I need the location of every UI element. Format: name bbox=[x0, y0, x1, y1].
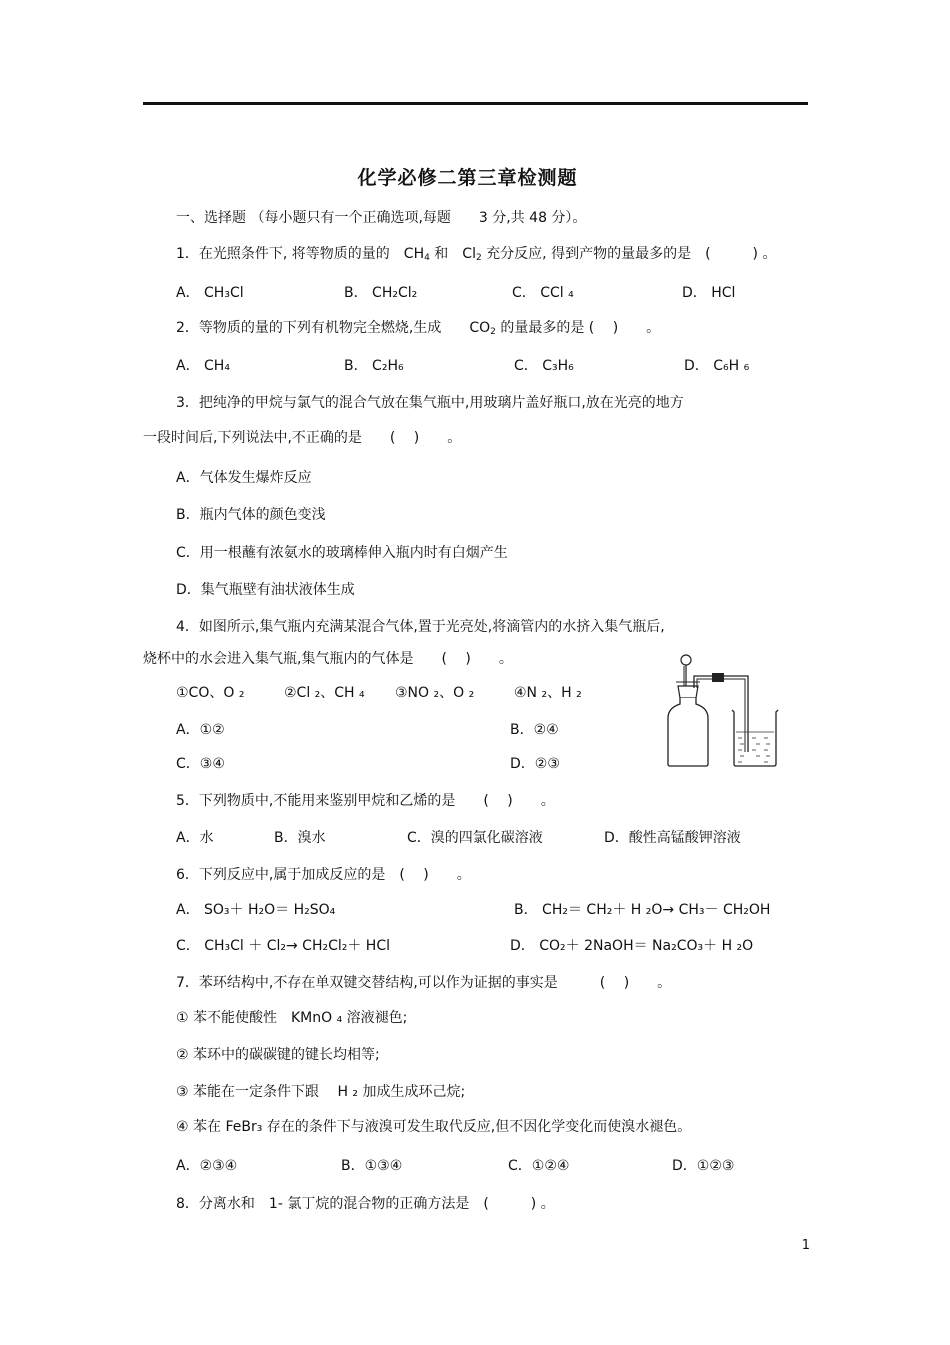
question-7-stem: 7．苯环结构中,不存在单双键交替结构,可以作为证据的事实是 ( ) 。 bbox=[176, 975, 672, 991]
question-3-stem-line2: 一段时间后,下列说法中,不正确的是 ( ) 。 bbox=[143, 430, 462, 446]
q4-option-a: A．①② bbox=[176, 722, 225, 738]
q1-option-b: B． CH₂Cl₂ bbox=[344, 285, 418, 301]
q2-option-d: D． C₆H ₆ bbox=[684, 358, 750, 374]
q2-option-a: A． CH₄ bbox=[176, 358, 230, 374]
question-1-stem: 1．在光照条件下, 将等物质的量的 $CH_4$ 和 $Cl_2$ 充分反应, 得到产物的量最多的是 ( ) 。 bbox=[176, 246, 777, 263]
q1-option-d: D． HCl bbox=[682, 285, 736, 301]
q7-statement-2: ② 苯环中的碳碳键的键长均相等; bbox=[176, 1047, 380, 1063]
q4-item-2: ②Cl ₂、CH ₄ bbox=[284, 685, 365, 701]
q4-item-4: ④N ₂、H ₂ bbox=[514, 685, 582, 701]
q7-option-d: D．①②③ bbox=[672, 1158, 735, 1174]
q7-option-b: B．①③④ bbox=[341, 1158, 403, 1174]
question-4-stem-line1: 4．如图所示,集气瓶内充满某混合气体,置于光亮处,将滴管内的水挤入集气瓶后, bbox=[176, 619, 665, 635]
q6-option-c: C． CH₃Cl ＋ Cl₂→ CH₂Cl₂＋ HCl bbox=[176, 938, 390, 954]
q5-option-b: B．溴水 bbox=[274, 830, 326, 846]
q4-option-d: D．②③ bbox=[510, 756, 560, 772]
q7-statement-1: ① 苯不能使酸性 KMnO ₄ 溶液褪色; bbox=[176, 1010, 408, 1026]
question-4-stem-line2: 烧杯中的水会进入集气瓶,集气瓶内的气体是 ( ) 。 bbox=[143, 651, 513, 667]
q3-option-a: A．气体发生爆炸反应 bbox=[176, 470, 312, 486]
question-5-stem: 5．下列物质中,不能用来鉴别甲烷和乙烯的是 ( ) 。 bbox=[176, 793, 555, 809]
q7-statement-4: ④ 苯在 FeBr₃ 存在的条件下与液溴可发生取代反应,但不因化学变化而使溴水褪色。 bbox=[176, 1119, 692, 1135]
q4-item-3: ③NO ₂、O ₂ bbox=[395, 685, 475, 701]
q4-item-1: ①CO、O ₂ bbox=[176, 685, 245, 701]
q3-option-b: B．瓶内气体的颜色变浅 bbox=[176, 507, 326, 523]
q6-option-d: D． CO₂＋ 2NaOH＝ Na₂CO₃＋ H ₂O bbox=[510, 938, 754, 954]
q5-option-a: A．水 bbox=[176, 830, 214, 846]
q5-option-d: D．酸性高锰酸钾溶液 bbox=[604, 830, 741, 846]
q6-option-a: A． SO₃＋ H₂O＝ H₂SO₄ bbox=[176, 902, 336, 918]
question-3-stem-line1: 3．把纯净的甲烷与氯气的混合气放在集气瓶中,用玻璃片盖好瓶口,放在光亮的地方 bbox=[176, 395, 684, 411]
page-title: 化学必修二第三章检测题 bbox=[357, 167, 578, 189]
q2-option-c: C． C₃H₆ bbox=[514, 358, 574, 374]
question-6-stem: 6．下列反应中,属于加成反应的是 ( ) 。 bbox=[176, 867, 471, 883]
q2-option-b: B． C₂H₆ bbox=[344, 358, 404, 374]
q3-option-c: C．用一根蘸有浓氨水的玻璃棒伸入瓶内时有白烟产生 bbox=[176, 545, 508, 561]
question-2-stem: 2．等物质的量的下列有机物完全燃烧,生成 $CO_2$ 的量最多的是 ( ) 。 bbox=[176, 320, 661, 337]
q5-option-c: C．溴的四氯化碳溶液 bbox=[407, 830, 543, 846]
q3-option-d: D．集气瓶壁有油状液体生成 bbox=[176, 582, 355, 598]
q7-statement-3: ③ 苯能在一定条件下跟 H ₂ 加成生成环己烷; bbox=[176, 1084, 466, 1100]
q6-option-b: B． CH₂＝ CH₂＋ H ₂O→ CH₃－ CH₂OH bbox=[514, 902, 771, 918]
page-number: 1 bbox=[801, 1238, 810, 1253]
section-heading: 一、选择题 （每小题只有一个正确选项,每题 3 分,共 48 分）。 bbox=[176, 210, 587, 226]
gas-bottle-beaker-figure bbox=[664, 652, 784, 772]
q7-option-c: C．①②④ bbox=[508, 1158, 570, 1174]
q4-option-c: C．③④ bbox=[176, 756, 225, 772]
q1-option-a: A． CH₃Cl bbox=[176, 285, 244, 301]
q7-option-a: A．②③④ bbox=[176, 1158, 238, 1174]
question-8-stem: 8．分离水和 1- 氯丁烷的混合物的正确方法是 ( ) 。 bbox=[176, 1196, 555, 1212]
q4-option-b: B．②④ bbox=[510, 722, 559, 738]
q1-option-c: C． CCl ₄ bbox=[512, 285, 574, 301]
header-rule bbox=[143, 102, 808, 105]
